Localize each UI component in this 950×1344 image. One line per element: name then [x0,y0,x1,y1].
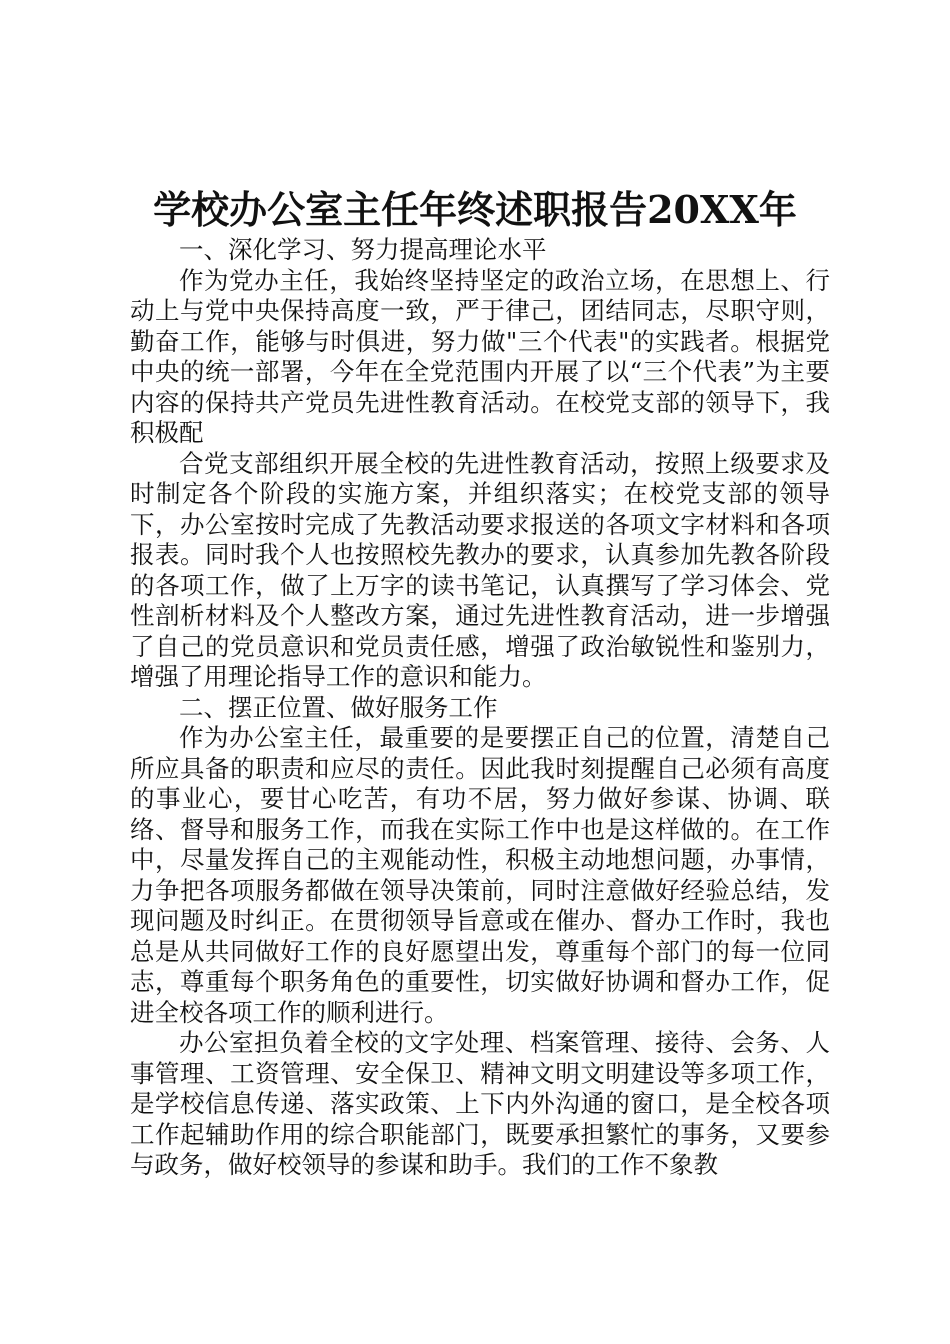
paragraph-4: 办公室担负着全校的文字处理、档案管理、接待、会务、人事管理、工资管理、安全保卫、精神文明文明建设等多项工作，是学校信息传递、落实政策、上下内外沟通的窗口，是全校各项工作起辅助作用的综合职能部门，既要承担繁忙的事务，又要参与政务，做好校领导的参谋和助手。我们的工作不象教 [130,1028,830,1179]
document-title: 学校办公室主任年终述职报告20XX年 [153,187,797,232]
paragraph-3: 作为办公室主任，最重要的是要摆正自己的位置，清楚自己所应具备的职责和应尽的责任。因此我时刻提醒自己必须有高度的事业心，要甘心吃苦，有功不居，努力做好参谋、协调、联络、督导和服务工作，而我在实际工作中也是这样做的。在工作中，尽量发挥自己的主观能动性，积极主动地想问题，办事情，力争把各项服务都做在领导决策前，同时注意做好经验总结，发现问题及时纠正。在贯彻领导旨意或在催办、督办工作时，我也总是从共同做好工作的良好愿望出发，尊重每个部门的每一位同志，尊重每个职务角色的重要性，切实做好协调和督办工作，促进全校各项工作的顺利进行。 [130,723,830,1027]
section-heading-1: 一、深化学习、努力提高理论水平 [179,235,547,264]
section-heading-2: 二、摆正位置、做好服务工作 [179,692,498,722]
document-body [130,235,830,1181]
paragraph-2: 合党支部组织开展全校的先进性教育活动，按照上级要求及时制定各个阶段的实施方案，并组织落实；在校党支部的领导下，办公室按时完成了先教活动要求报送的各项文字材料和各项报表。同时我个人也按照校先教办的要求，认真参加先教各阶段的各项工作，做了上万字的读书笔记，认真撰写了学习体会、党性剖析材料及个人整改方案，通过先进性教育活动，进一步增强了自己的党员意识和党员责任感，增强了政治敏锐性和鉴别力，增强了用理论指导工作的意识和能力。 [130,448,830,691]
paragraph-1: 作为党办主任，我始终坚持坚定的政治立场，在思想上、行动上与党中央保持高度一致，严于律己，团结同志，尽职守则，勤奋工作，能够与时俱进，努力做"三个代表"的实践者。根据党中央的统一部署，今年在全党范围内开展了以“三个代表”为主要内容的保持共产党员先进性教育活动。在校党支部的领导下，我积极配 [130,265,830,447]
